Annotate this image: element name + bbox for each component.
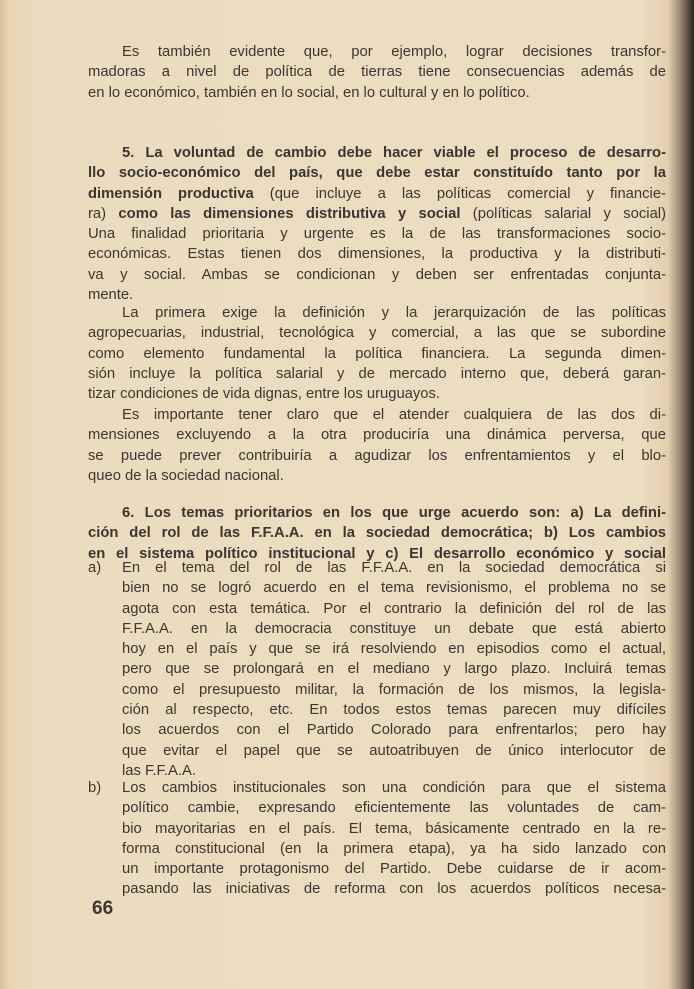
text-line bbox=[122, 599, 666, 619]
text: como elemento fundamental la política financiera. La segunda dimen- bbox=[88, 345, 666, 362]
text-line bbox=[122, 578, 666, 598]
text: ra) bbox=[88, 205, 119, 222]
text: los acuerdos con el Partido Colorado para enfrentarlos; pero hay bbox=[122, 722, 666, 739]
text-line bbox=[122, 680, 666, 700]
text: político cambie, expresando eficientemente las voluntades de cam- bbox=[122, 800, 666, 817]
text: Los cambios institucionales son una condición para que el sistema bbox=[122, 780, 666, 796]
text-line bbox=[88, 83, 666, 103]
list-item bbox=[88, 778, 666, 900]
list-item-text bbox=[122, 558, 666, 781]
text-line bbox=[122, 741, 666, 761]
text: pero que se prolongará en el mediano y largo plazo. Incluirá temas bbox=[122, 661, 666, 678]
text: mensiones excluyendo a la otra produciría una dinámica perversa, que bbox=[88, 427, 666, 444]
text: bio mayoritarias en el país. El tema, básicamente centrado en la re- bbox=[122, 820, 666, 837]
text-line bbox=[88, 503, 666, 523]
text-line bbox=[122, 798, 666, 818]
text: En el tema del rol de las F.F.A.A. en la sociedad democrática si bbox=[122, 560, 666, 576]
text-line bbox=[122, 639, 666, 659]
text-line bbox=[122, 619, 666, 639]
text-line bbox=[88, 265, 666, 285]
paragraph bbox=[88, 303, 666, 404]
text: se puede prever contribuiría a agudizar los enfrentamientos y el blo- bbox=[88, 447, 666, 464]
text-line bbox=[88, 384, 666, 404]
text: mente. bbox=[88, 287, 134, 304]
text-line bbox=[88, 42, 666, 62]
paragraph bbox=[88, 42, 666, 103]
text-line bbox=[88, 163, 666, 183]
list-marker: a) bbox=[88, 560, 102, 576]
text-line bbox=[88, 303, 666, 323]
text: agropecuarias, industrial, tecnológica y comercial, a las que se subordine bbox=[88, 325, 666, 342]
text: Una finalidad prioritaria y urgente es la de las transformaciones socio- bbox=[88, 226, 666, 243]
text-line bbox=[88, 405, 666, 425]
text-line bbox=[88, 364, 666, 384]
paragraph bbox=[88, 405, 666, 486]
text-line bbox=[88, 143, 666, 163]
text: Es importante tener claro que el atender cualquiera de las dos di- bbox=[122, 407, 666, 423]
text: pasando las iniciativas de reforma con los acuerdos políticos necesa- bbox=[122, 881, 666, 898]
text: va y social. Ambas se condicionan y deben ser enfrentadas conjunta- bbox=[88, 266, 666, 283]
text: en lo económico, también en lo social, en lo cultural y en lo político. bbox=[88, 84, 530, 101]
text-line bbox=[88, 466, 666, 486]
text-line bbox=[88, 224, 666, 244]
text: hoy en el país y que se irá resolviendo en episodios como el actual, bbox=[122, 641, 666, 658]
text-line bbox=[88, 425, 666, 445]
text-line bbox=[88, 323, 666, 343]
text: las F.F.A.A. bbox=[122, 762, 197, 779]
text: madoras a nivel de política de tierras tiene consecuencias además de bbox=[88, 64, 666, 81]
text-line bbox=[122, 859, 666, 879]
text-line bbox=[122, 659, 666, 679]
text: agota con esta temática. Por el contrario la definición del rol de las bbox=[122, 600, 666, 617]
text-line bbox=[88, 523, 666, 543]
text: queo de la sociedad nacional. bbox=[88, 467, 284, 484]
text: Es también evidente que, por ejemplo, lograr decisiones transfor- bbox=[122, 44, 666, 60]
text-line bbox=[122, 720, 666, 740]
bold-text: llo socio-económico del país, que debe estar constituído tanto por la bbox=[88, 165, 666, 182]
text-line bbox=[122, 819, 666, 839]
list-item-text bbox=[122, 778, 666, 900]
text-line bbox=[122, 700, 666, 720]
text: que evitar el papel que se autoatribuyen de único interlocutor de bbox=[122, 742, 666, 759]
text-line bbox=[88, 184, 666, 204]
text: forma constitucional (en la primera etapa), ya ha sido lanzado con bbox=[122, 840, 666, 857]
text-line bbox=[122, 839, 666, 859]
text-line bbox=[88, 204, 666, 224]
text-line bbox=[122, 558, 666, 578]
text: como el presupuesto militar, la formación de los mismos, la legisla- bbox=[122, 681, 666, 698]
paragraph bbox=[88, 503, 666, 564]
bold-text: 5. La voluntad de cambio debe hacer viable el proceso de desarro- bbox=[122, 145, 666, 161]
list-item bbox=[88, 558, 666, 781]
bold-text: 6. Los temas prioritarios en los que urge acuerdo son: a) La defini- bbox=[122, 505, 666, 521]
text-line bbox=[88, 62, 666, 82]
text: F.F.A.A. en la democracia constituye un debate que está abierto bbox=[122, 620, 666, 637]
bold-text: dimensión productiva bbox=[88, 185, 254, 202]
text-line bbox=[122, 879, 666, 899]
text: sión incluye la política salarial y de mercado interno que, deberá garan- bbox=[88, 365, 666, 382]
text-line bbox=[88, 344, 666, 364]
text: (que incluye a las políticas comercial y financie- bbox=[253, 185, 666, 202]
text: un importante protagonismo del Partido. Debe cuidarse de ir acom- bbox=[122, 861, 666, 878]
bold-text: en el sistema político institucional y c) El desarrollo económico y social bbox=[88, 545, 666, 562]
list-marker: b) bbox=[88, 780, 102, 796]
text: (políticas salarial y social) bbox=[460, 205, 667, 222]
bold-text: ción del rol de las F.F.A.A. en la sociedad democrática; b) Los cambios bbox=[88, 525, 666, 542]
text: bien no se logró acuerdo en el tema revisionismo, el problema no se bbox=[122, 580, 666, 597]
text-line bbox=[122, 778, 666, 798]
text: económicas. Estas tienen dos dimensiones, la productiva y la distributi- bbox=[88, 246, 666, 263]
bold-text: como las dimensiones distributiva y social bbox=[118, 205, 461, 222]
text-line bbox=[88, 446, 666, 466]
text: ción al respecto, etc. En todos estos temas parecen muy difíciles bbox=[122, 702, 666, 719]
text: La primera exige la definición y la jerarquización de las políticas bbox=[122, 305, 666, 321]
text: tizar condiciones de vida dignas, entre los uruguayos. bbox=[88, 386, 441, 403]
paragraph bbox=[88, 143, 666, 305]
page-number: 66 bbox=[92, 898, 114, 919]
text-line bbox=[88, 244, 666, 264]
